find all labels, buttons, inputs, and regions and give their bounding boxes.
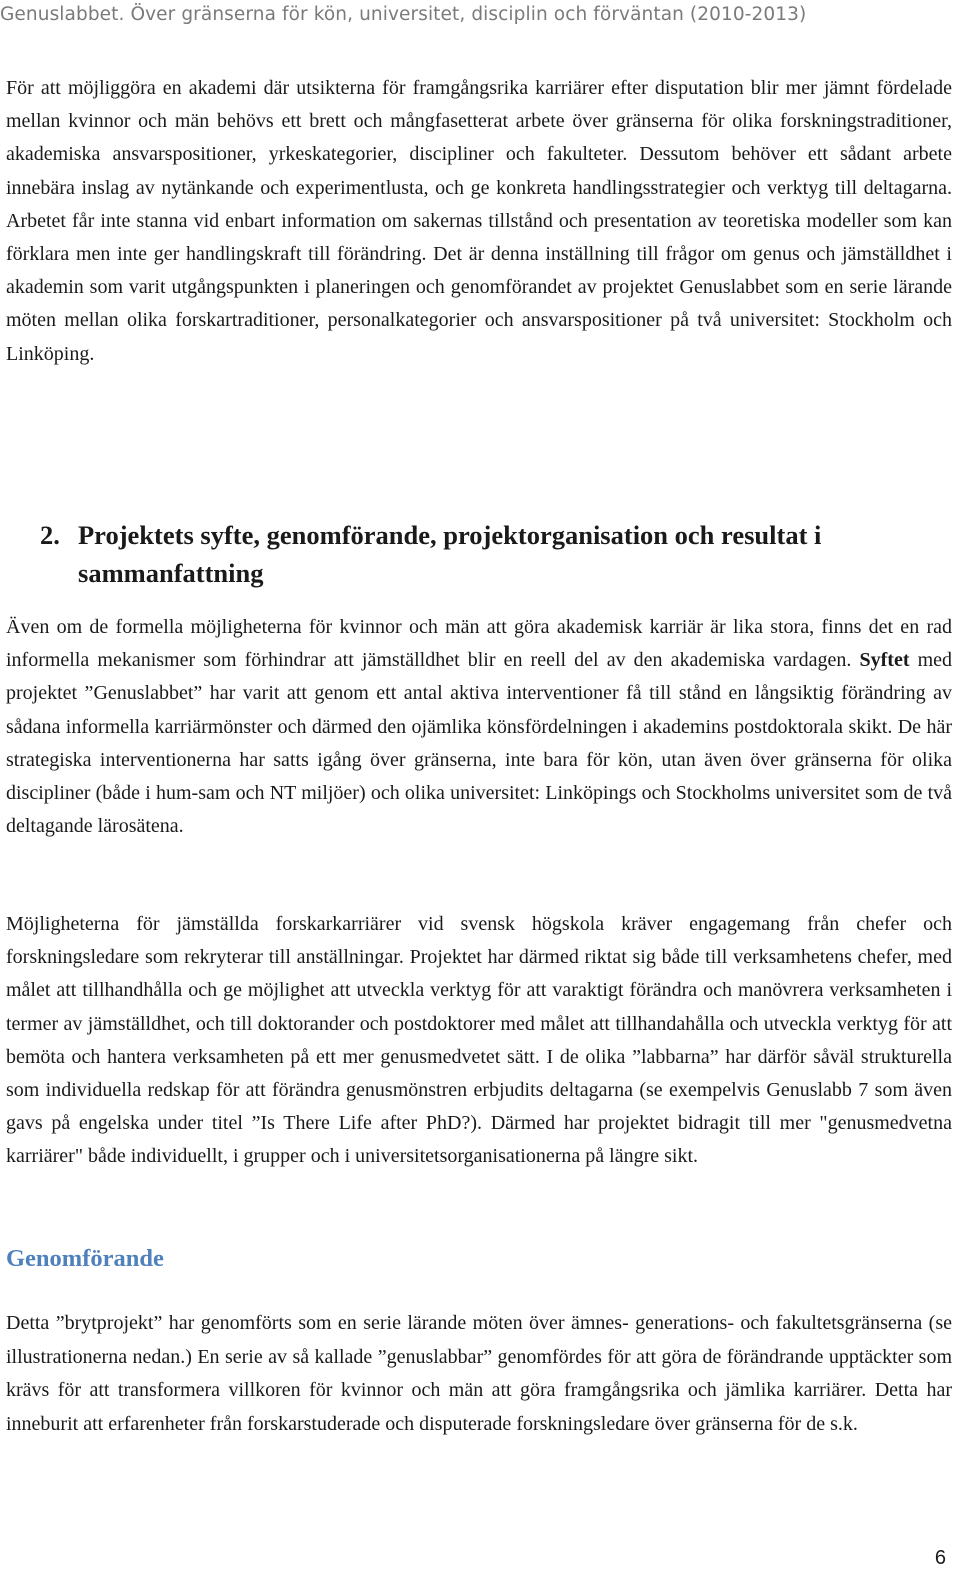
section-paragraph-opportunities: Möjligheterna för jämställda forskarkarriärer vid svensk högskola kräver engagemang från chefer och forskningsledare som rekryterar till anställningar. Projektet har därmed riktat sig både till verksamhetens chefer, med målet att tillhandhålla och ge möjlighet att utveckla verktyg för att varaktigt förändra och manövrera verksamheten i termer av jämställdhet, och till doktorander och postdoktorer med målet att tillhandahålla och utveckla verktyg för att bemöta och hantera verksamheten på ett mer genusmedvetet sätt. I de olika ”labbarna” har därför såväl strukturella som individuella redskap för att förändra genusmönstren erbjudits deltagarna (se exempelvis Genuslabb 7 som även gavs på engelska under titel ”Is There Life after PhD?). Därmed har projektet bidragit till mer "genusmedvetna karriärer" både individuellt, i grupper och i universitetsorganisationerna på längre sikt. (6, 913, 952, 1168)
section-heading (40, 516, 940, 592)
section-number: 2. (40, 520, 60, 550)
genomforande-paragraph: Detta ”brytprojekt” har genomförts som en serie lärande möten över ämnes- generations- och fakultetsgränserna (se illustrationerna nedan.) En serie av så kallade ”genuslabbar” genomfördes för att göra de förändrande upptäckter som krävs för att transformera villkoren för kvinnor och män att göra framgångsrika och jämlika karriärer. Detta har inneburit att erfarenheter från forskarstuderade och disputerade forskningsledare över gränserna för de s.k. (6, 1312, 952, 1435)
purpose-keyword: Syftet (859, 649, 910, 672)
intro-paragraph: För att möjliggöra en akademi där utsikterna för framgångsrika karriärer efter disputation blir mer jämnt fördelade mellan kvinnor och män behövs ett brett och mångfasetterat arbete över gränserna för olika forskningstraditioner, akademiska ansvarspositioner, yrkeskategorier, discipliner och fakulteter. Dessutom behöver ett sådant arbete innebära inslag av nytänkande och experimentlusta, och ge konkreta handlingsstrategier och verktyg till deltagarna. Arbetet får inte stanna vid enbart information om sakernas tillstånd och presentation av teoretiska modeller som kan förklara men inte ger handlingskraft till förändring. Det är denna inställning till frågor om genus och jämställdhet i akademin som varit utgångspunkten i planeringen och genomförandet av projektet Genuslabbet som en serie lärande möten mellan olika forskartraditioner, personalkategorier och ansvarspositioner på två universitet: Stockholm och Linköping. (6, 77, 952, 365)
section-title: Projektets syfte, genomförande, projektorganisation och resultat i sammanfattning (78, 520, 822, 588)
page-number: 6 (934, 1547, 946, 1569)
subheading-genomforande: Genomförande (6, 1245, 164, 1272)
section-paragraph-purpose (6, 611, 952, 843)
purpose-text-end: med projektet ”Genuslabbet” har varit att genom ett antal aktiva interventioner få till stånd en långsiktig förändring av sådana informella karriärmönster och därmed den ojämlika könsfördelningen i akademins postdoktorala skikt. De här strategiska interventionerna har satts igång över gränserna, inte bara för kön, utan även över gränserna för olika discipliner (både i hum-sam och NT miljöer) och olika universitet: Linköpings och Stockholms universitet som de två deltagande lärosätena. (6, 649, 953, 838)
purpose-text-start: Även om de formella möjligheterna för kvinnor och män att göra akademisk karriär är lika stora, finns det en rad informella mekanismer som förhindrar att jämställdhet blir en reell del av den akademiska vardagen. (6, 616, 952, 672)
running-header: Genuslabbet. Över gränserna för kön, universitet, disciplin och förväntan (2010-2013) (0, 4, 807, 25)
